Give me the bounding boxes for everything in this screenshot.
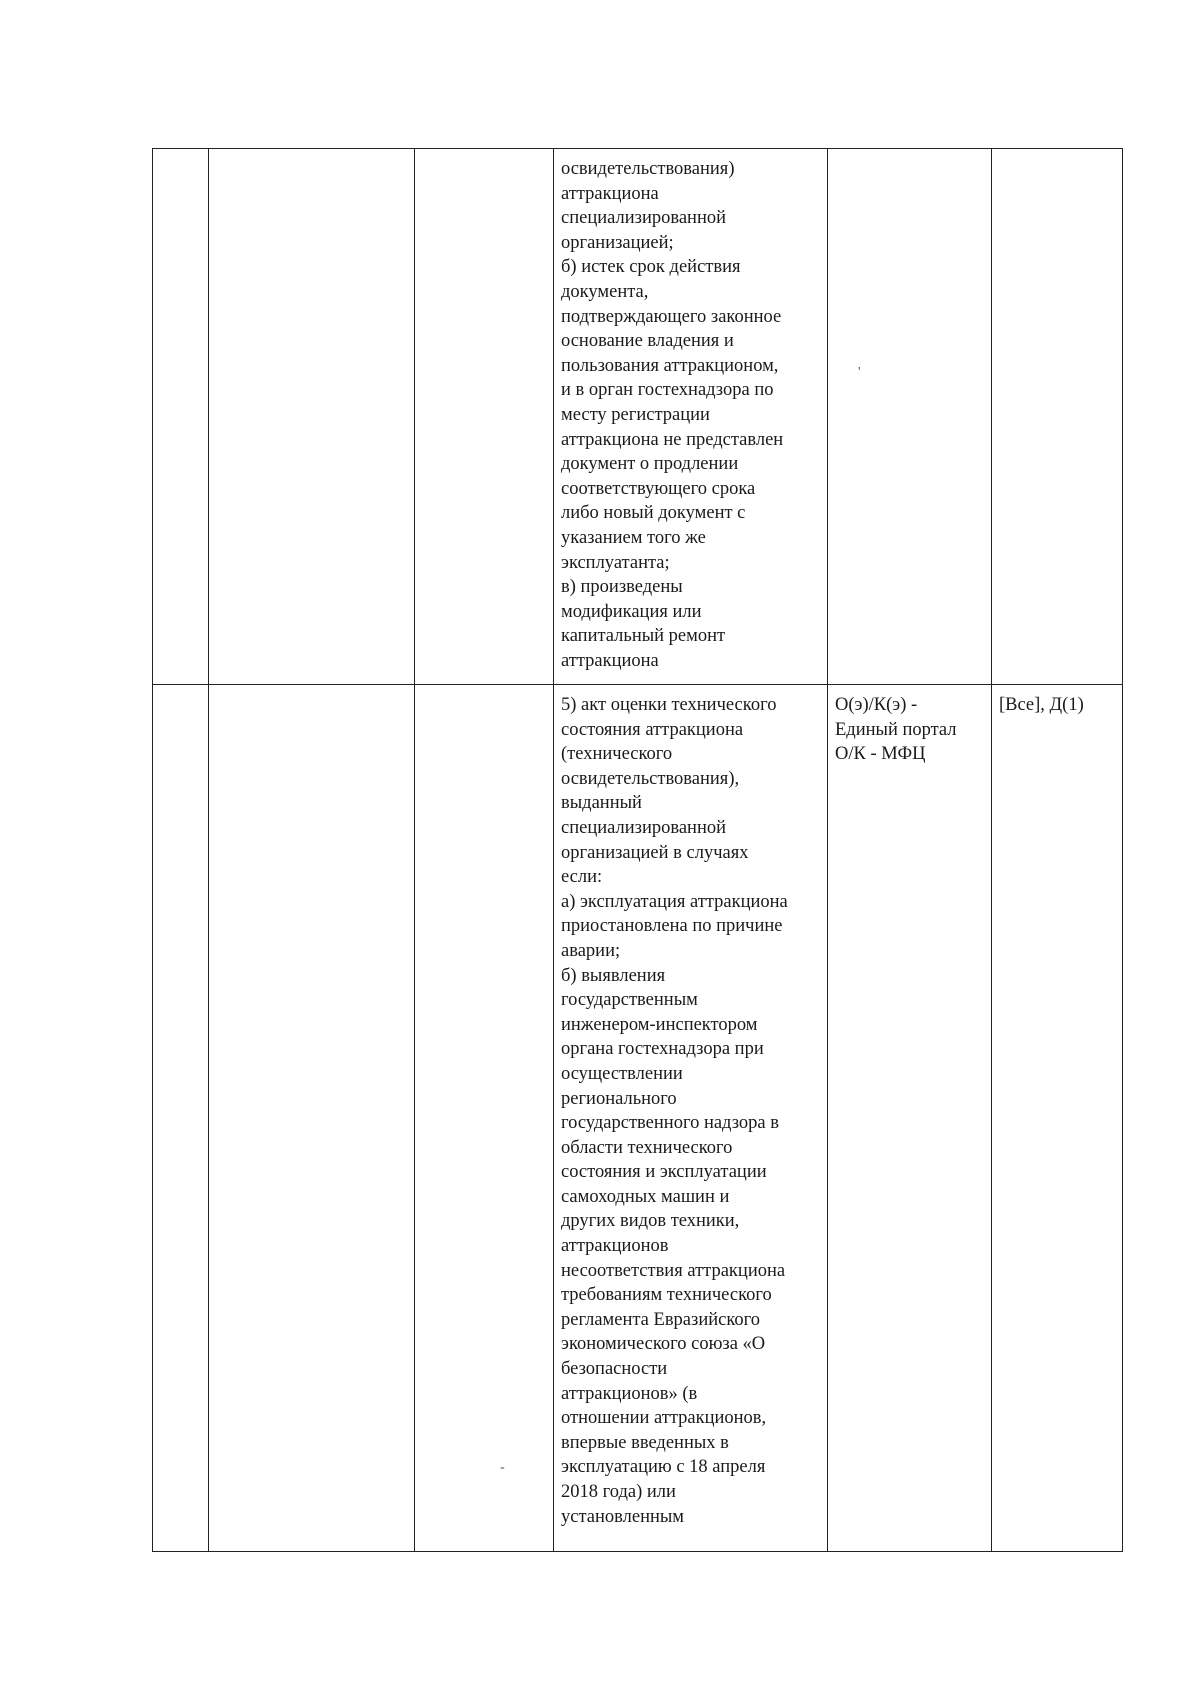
applicability-text: [Все], Д(1) — [999, 695, 1084, 715]
table-row — [153, 149, 1123, 685]
table-cell — [828, 149, 992, 685]
document-description-cell — [554, 685, 828, 1552]
table-cell — [992, 149, 1123, 685]
submission-method-text: О(э)/К(э) - Единый портал О/К - МФЦ — [835, 695, 957, 765]
table-cell — [209, 685, 415, 1552]
table-cell — [153, 149, 209, 685]
table-cell — [209, 149, 415, 685]
table-cell — [415, 149, 554, 685]
requirements-table — [152, 148, 1123, 1552]
table-row — [153, 685, 1123, 1552]
document-conditions-cell — [554, 149, 828, 685]
scan-speck: - — [500, 1460, 505, 1475]
table-cell — [153, 685, 209, 1552]
act-description-text: 5) акт оценки технического состояния аттракциона (технического освидетельствования), выданный специализированной организацией в случаях если: а) эксплуатация аттракциона приостановлена по причине аварии; б) выявления государственным инженером-инспектором органа гостехнадзора при осуществлении регионального государственного надзора в области технического состояния и эксплуатации самоходных машин и других видов техники, аттракционов несоответствия аттракциона требованиям технического регламента Евразийского экономического союза «О безопасности аттракционов» (в отношении аттракционов, впервые введенных в эксплуатацию с 18 апреля 2018 года) или установленным — [561, 695, 788, 1527]
submission-method-cell — [828, 685, 992, 1552]
table-cell — [415, 685, 554, 1552]
applicability-cell — [992, 685, 1123, 1552]
conditions-text: освидетельствования) аттракциона специализированной организацией; б) истек срок действия документа, подтверждающего законное основание владения и пользования аттракционом, и в орган гостехнадзора по месту регистрации аттракциона не представлен документ о продлении соответствующего срока либо новый документ с указанием того же эксплуатанта; в) произведены модификация или капитальный ремонт аттракциона — [561, 159, 784, 671]
scan-speck: ' — [858, 365, 861, 380]
